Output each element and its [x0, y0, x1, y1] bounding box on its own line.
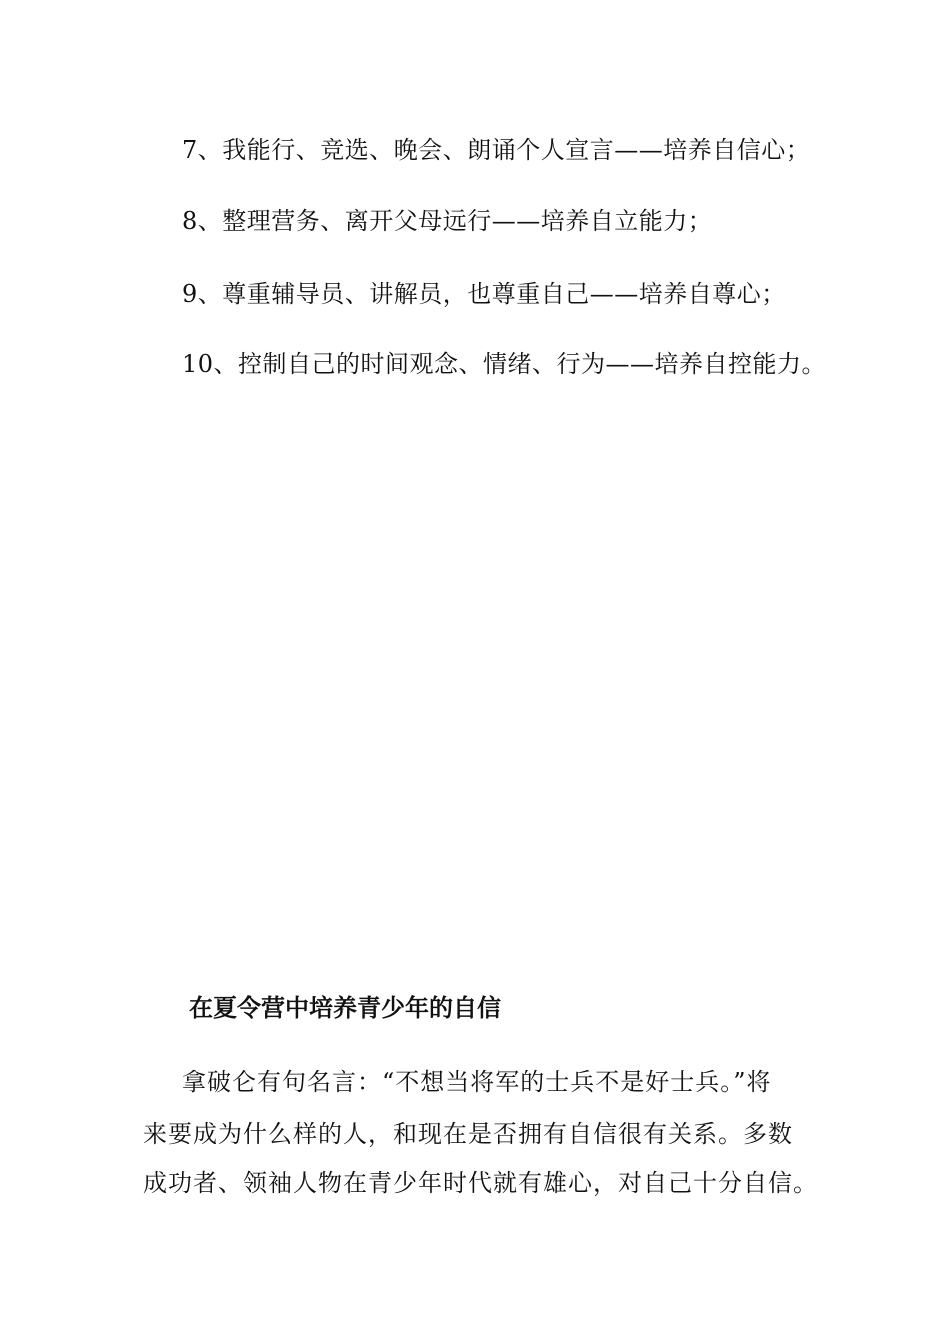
paragraph-line-3: 成功者、领袖人物在青少年时代就有雄心，对自己十分自信。 — [143, 1169, 818, 1197]
paragraph-line-2: 来要成为什么样的人，和现在是否拥有自信很有关系。多数 — [143, 1120, 793, 1148]
paragraph-line-1: 拿破仑有句名言：“不想当将军的士兵不是好士兵。”将 — [182, 1068, 772, 1096]
section-title: 在夏令营中培养青少年的自信 — [189, 994, 501, 1022]
list-item-8: 8、整理营务、离开父母远行——培养自立能力； — [182, 207, 713, 235]
list-item-10: 10、控制自己的时间观念、情绪、行为——培养自控能力。 — [182, 350, 827, 378]
list-item-7: 7、我能行、竞选、晚会、朗诵个人宣言——培养自信心； — [182, 136, 811, 164]
list-item-9: 9、尊重辅导员、讲解员，也尊重自己——培养自尊心； — [182, 280, 786, 308]
